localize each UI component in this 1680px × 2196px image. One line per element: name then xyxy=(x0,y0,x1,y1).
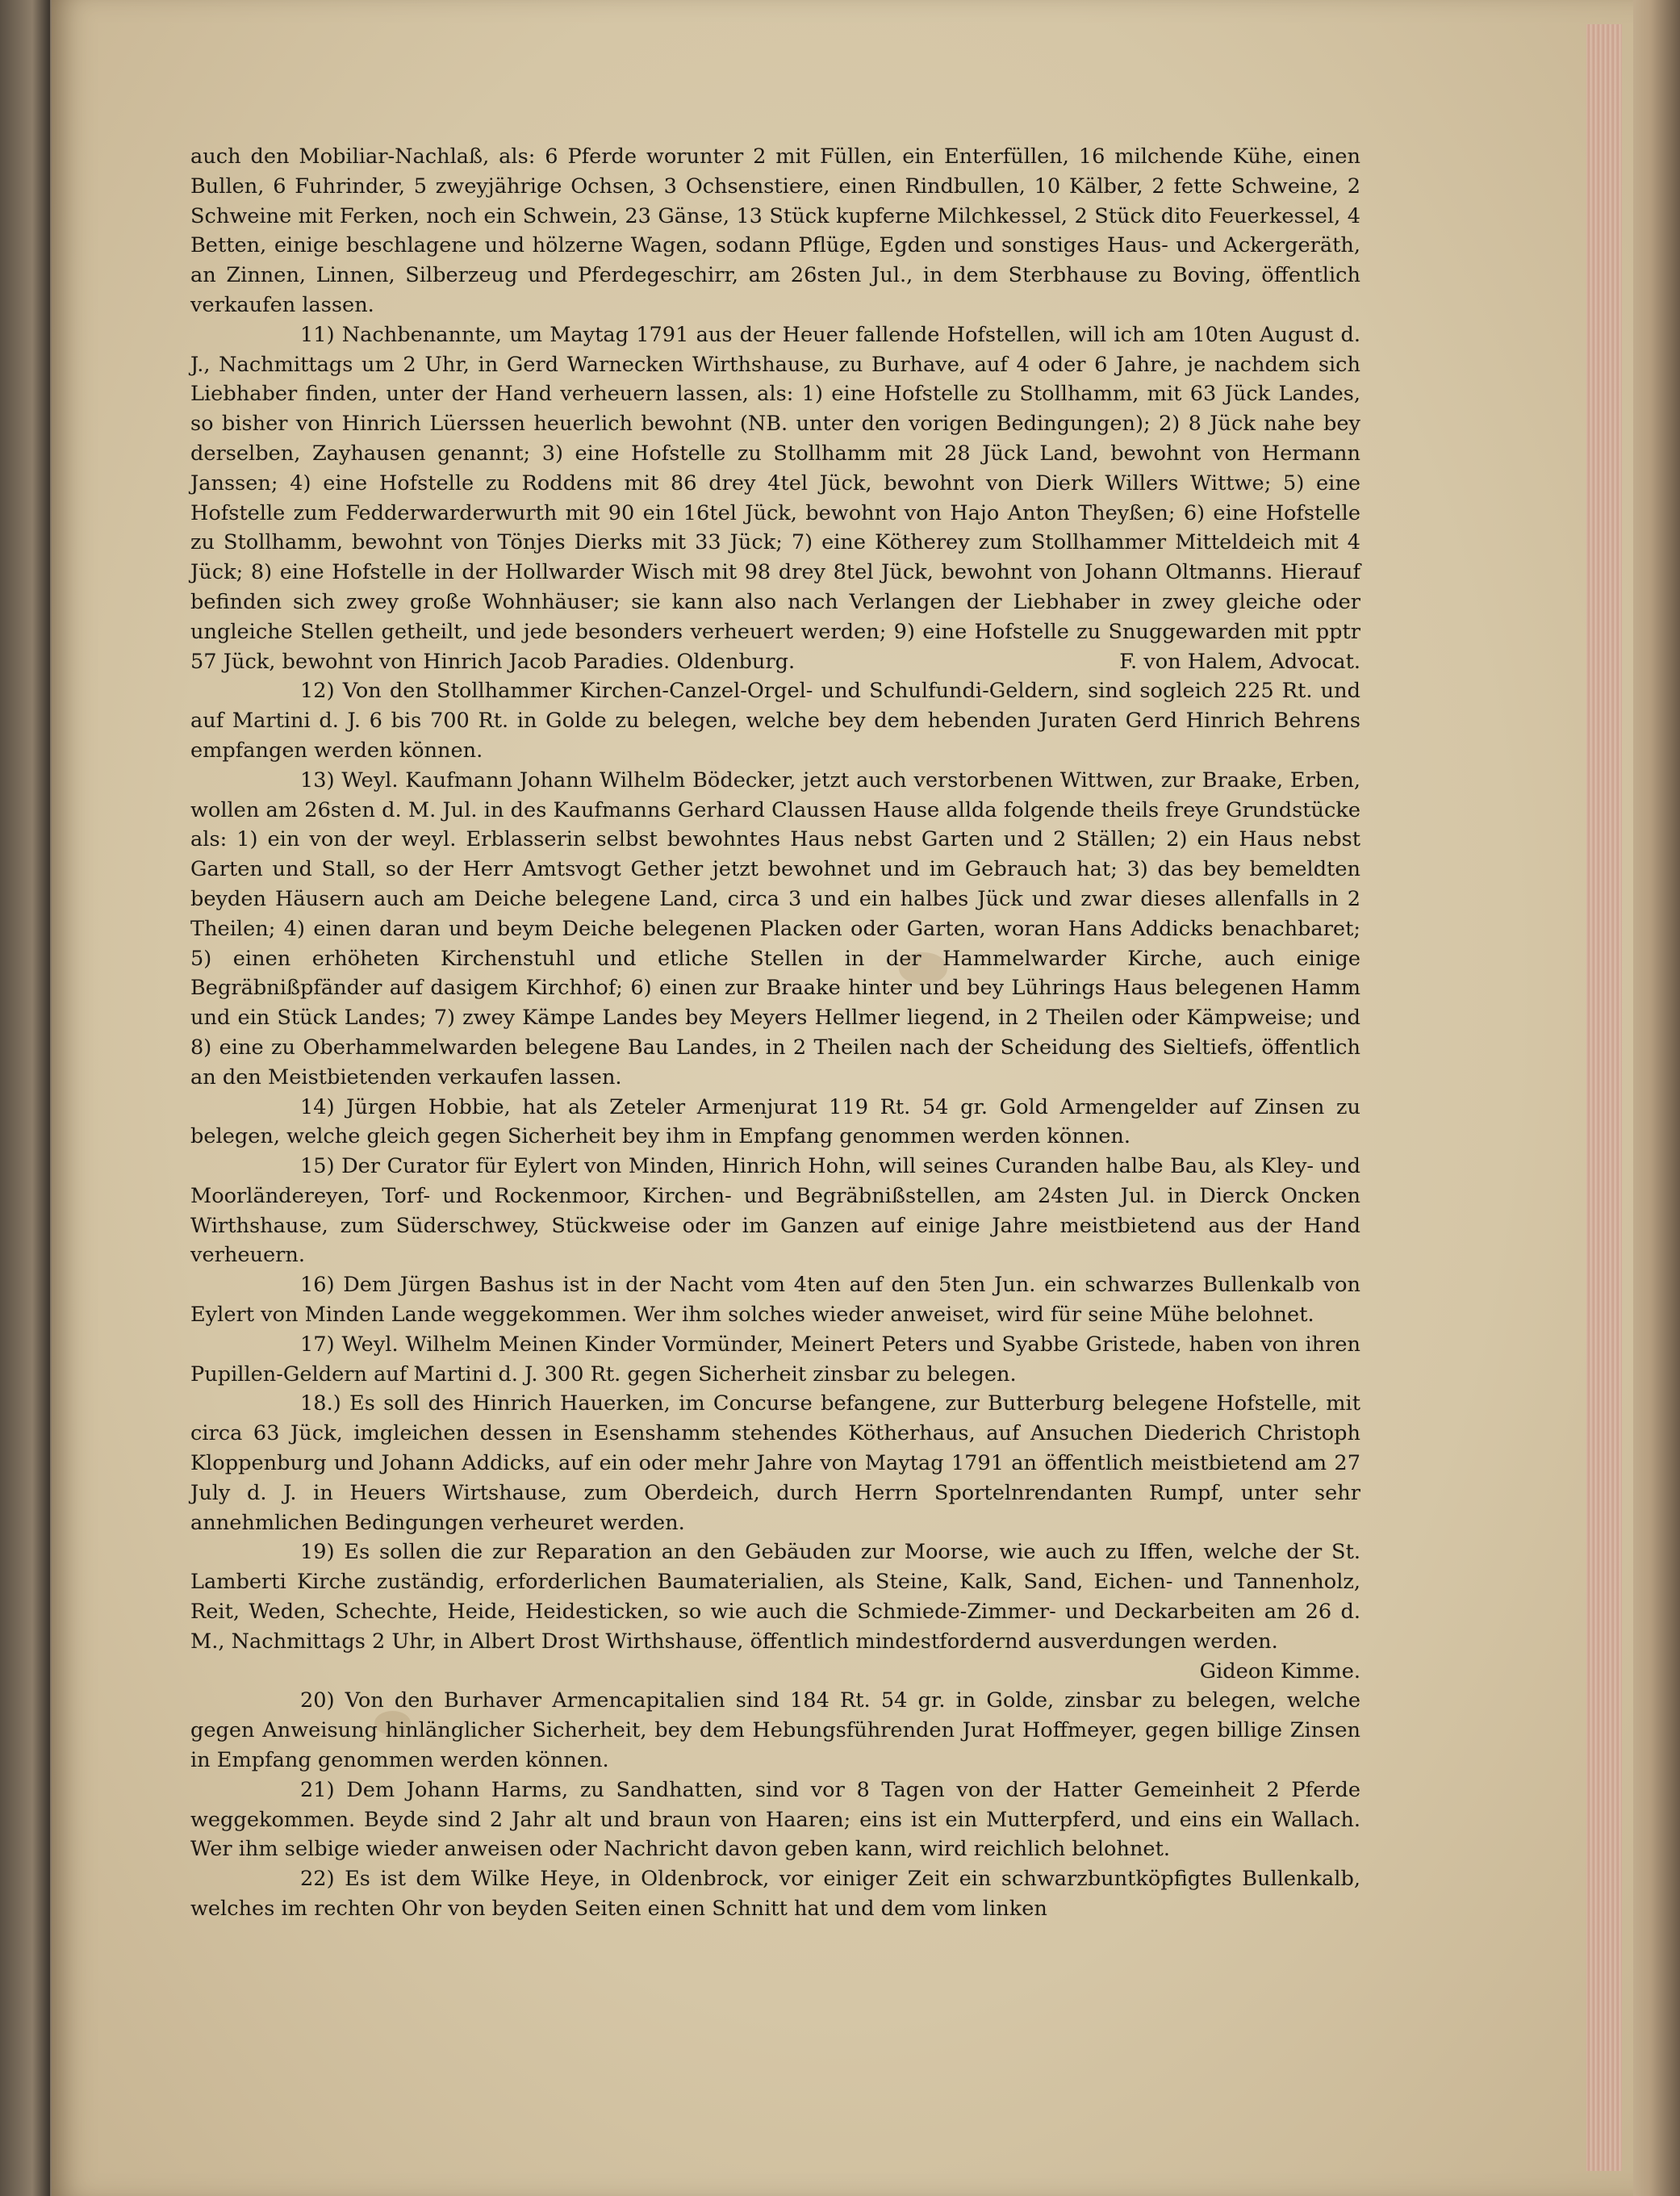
notice-paragraph xyxy=(190,1686,1360,1775)
signature: Gideon Kimme. xyxy=(1199,1659,1360,1684)
notice-paragraph xyxy=(190,1537,1360,1686)
paragraph-text: 16) Dem Jürgen Bashus ist in der Nacht vom 4ten auf den 5ten Jun. ein schwarzes Bullenkalb von Eylert von Minden Lande weggekommen. Wer ihm solches wieder anweiset, wird für seine Mühe belohnet. xyxy=(190,1273,1360,1328)
notice-paragraph xyxy=(190,676,1360,765)
notice-paragraph xyxy=(190,1152,1360,1270)
paragraph-text: 20) Von den Burhaver Armencapitalien sind 184 Rt. 54 gr. in Golde, zinsbar zu belegen, welche gegen Anweisung hinlänglicher Sicherheit, bey dem Hebungsführenden Jurat Hoffmeyer, gegen billige Zinsen in Empfang genommen werden können. xyxy=(190,1688,1360,1773)
facing-page-edge xyxy=(0,0,50,2196)
paragraph-text: 13) Weyl. Kaufmann Johann Wilhelm Bödecker, jetzt auch verstorbenen Wittwen, zur Braake, Erben, wollen am 26sten d. M. Jul. in des Kaufmanns Gerhard Claussen Hause allda folgende theils freye Grundstücke als: 1) ein von der weyl. Erblasserin selbst bewohntes Haus nebst Garten und 2 Ställen; 2) ein Haus nebst Garten und Stall, so der Herr Amtsvogt Gether jetzt bewohnet und im Gebrauch hat; 3) das bey bemeldten beyden Häusern auch am Deiche belegene Land, circa 3 und ein halbes Jück und zwar dieses allenfalls in 2 Theilen; 4) einen daran und beym Deiche belegenen Placken oder Garten, woran Hans Addicks benachbaret; 5) einen erhöheten Kirchenstuhl und etliche Stellen in der Hammelwarder Kirche, auch einige Begräbnißpfänder auf dasigem Kirchhof; 6) einen zur Braake hinter und bey Lührings Haus belegenen Hamm und ein Stück Landes; 7) zwey Kämpe Landes bey Meyers Hellmer liegend, in 2 Theilen oder Kämpweise; und 8) eine zu Oberhammelwarden belegene Bau Landes, in 2 Theilen nach der Scheidung des Sieltiefs, öffentlich an den Meistbietenden verkaufen lassen. xyxy=(190,768,1360,1090)
paragraph-text: 19) Es sollen die zur Reparation an den Gebäuden zur Moorse, wie auch zu Iffen, welche der St. Lamberti Kirche zuständig, erforderlichen Baumaterialien, als Steine, Kalk, Sand, Eichen- und Tannenholz, Reit, Weden, Schechte, Heide, Heidesticken, so wie auch die Schmiede-Zimmer- und Deckarbeiten am 26 d. M., Nachmittags 2 Uhr, in Albert Drost Wirthshause, öffentlich mindestfordernd ausverdungen werden. xyxy=(190,1540,1360,1654)
paragraph-text: auch den Mobiliar-Nachlaß, als: 6 Pferde worunter 2 mit Füllen, ein Enterfüllen, 16 milchende Kühe, einen Bullen, 6 Fuhrinder, 5 zweyjährige Ochsen, 3 Ochsenstiere, einen Rindbullen, 10 Kälber, 2 fette Schweine, 2 Schweine mit Ferken, noch ein Schwein, 23 Gänse, 13 Stück kupferne Milchkessel, 2 Stück dito Feuerkessel, 4 Betten, einige beschlagene und hölzerne Wagen, sodann Pflüge, Egden und sonstiges Haus- und Ackergeräth, an Zinnen, Linnen, Silberzeug und Pferdegeschirr, am 26sten Jul., in dem Sterbhause zu Boving, öffentlich verkaufen lassen. xyxy=(190,144,1360,317)
paragraph-text: 17) Weyl. Wilhelm Meinen Kinder Vormünder, Meinert Peters und Syabbe Gristede, haben von ihren Pupillen-Geldern auf Martini d. J. 300 Rt. gegen Sicherheit zinsbar zu belegen. xyxy=(190,1332,1360,1387)
page-edge-stack xyxy=(1586,24,1622,2171)
notice-paragraph xyxy=(190,1330,1360,1390)
notice-paragraph xyxy=(190,1093,1360,1152)
notice-paragraph xyxy=(190,142,1360,320)
paragraph-text: 12) Von den Stollhammer Kirchen-Canzel-Orgel- und Schulfundi-Geldern, sind sogleich 225 Rt. und auf Martini d. J. 6 bis 700 Rt. in Golde zu belegen, welche bey dem hebenden Juraten Gerd Hinrich Behrens empfangen werden können. xyxy=(190,679,1360,763)
paragraph-text: 18.) Es soll des Hinrich Hauerken, im Concurse befangene, zur Butterburg belegene Hofstelle, mit circa 63 Jück, imgleichen dessen in Esenshamm stehendes Kötherhaus, auf Ansuchen Diederich Christoph Kloppenburg und Johann Addicks, auf ein oder mehr Jahre von Maytag 1791 an öffentlich meistbietend am 27 July d. J. in Heuers Wirtshause, zum Oberdeich, durch Herrn Sportelnrendanten Rumpf, unter sehr annehmlichen Bedingungen verheuret werden. xyxy=(190,1391,1360,1535)
paragraph-text: 11) Nachbenannte, um Maytag 1791 aus der Heuer fallende Hofstellen, will ich am 10ten August d. J., Nachmittags um 2 Uhr, in Gerd Warnecken Wirthshause, zu Burhave, auf 4 oder 6 Jahre, je nachdem sich Liebhaber finden, unter der Hand verheuern lassen, als: 1) eine Hofstelle zu Stollhamm, mit 63 Jück Landes, so bisher von Hinrich Lüerssen heuerlich bewohnt (NB. unter den vorigen Bedingungen); 2) 8 Jück nahe bey derselben, Zayhausen genannt; 3) eine Hofstelle zu Stollhamm mit 28 Jück Land, bewohnt von Hermann Janssen; 4) eine Hofstelle zu Roddens mit 86 drey 4tel Jück, bewohnt von Dierk Willers Wittwe; 5) eine Hofstelle zum Fedderwarderwurth mit 90 ein 16tel Jück, bewohnt von Hajo Anton Theyßen; 6) eine Hofstelle zu Stollhamm, bewohnt von Tönjes Dierks mit 33 Jück; 7) eine Kötherey zum Stollhammer Mitteldeich mit 4 Jück; 8) eine Hofstelle in der Hollwarder Wisch mit 98 drey 8tel Jück, bewohnt von Johann Oltmanns. Hierauf befinden sich zwey große Wohnhäuser; sie kann also nach Verlangen der Liebhaber in zwey gleiche oder ungleiche Stellen getheilt, und jede besonders verheuert werden; 9) eine Hofstelle zu Snuggewarden mit pptr 57 Jück, bewohnt von Hinrich Jacob Paradies. Oldenburg. xyxy=(190,322,1360,674)
paragraph-text: 22) Es ist dem Wilke Heye, in Oldenbrock, vor einiger Zeit ein schwarzbuntköpfigtes Bullenkalb, welches im rechten Ohr von beyden Seiten einen Schnitt hat und dem vom linken xyxy=(190,1867,1360,1922)
notice-paragraph xyxy=(190,320,1360,677)
notice-paragraph xyxy=(190,1776,1360,1864)
paragraph-text: 15) Der Curator für Eylert von Minden, Hinrich Hohn, will seines Curanden halbe Bau, als Kley- und Moorländereyen, Torf- und Rockenmoor, Kirchen- und Begräbnißstellen, am 24sten Jul. in Dierck Oncken Wirthshause, zum Süderschwey, Stückweise oder im Ganzen auf einige Jahre meistbietend aus der Hand verheuern. xyxy=(190,1154,1360,1268)
paragraph-text: 14) Jürgen Hobbie, hat als Zeteler Armenjurat 119 Rt. 54 gr. Gold Armengelder auf Zinsen zu belegen, welche gleich gegen Sicherheit bey ihm in Empfang genommen werden können. xyxy=(190,1094,1360,1149)
notice-paragraph xyxy=(190,1864,1360,1924)
signature: F. von Halem, Advocat. xyxy=(1119,649,1360,674)
text-column xyxy=(190,142,1360,1924)
paragraph-text: 21) Dem Johann Harms, zu Sandhatten, sind vor 8 Tagen von der Hatter Gemeinheit 2 Pferde weggekommen. Beyde sind 2 Jahr alt und braun von Haaren; eins ist ein Mutterpferd, und eins ein Wallach. Wer ihm selbige wieder anweisen oder Nachricht davon geben kann, wird reichlich belohnet. xyxy=(190,1777,1360,1862)
notice-paragraph xyxy=(190,766,1360,1093)
notice-paragraph xyxy=(190,1270,1360,1330)
notice-paragraph xyxy=(190,1389,1360,1537)
